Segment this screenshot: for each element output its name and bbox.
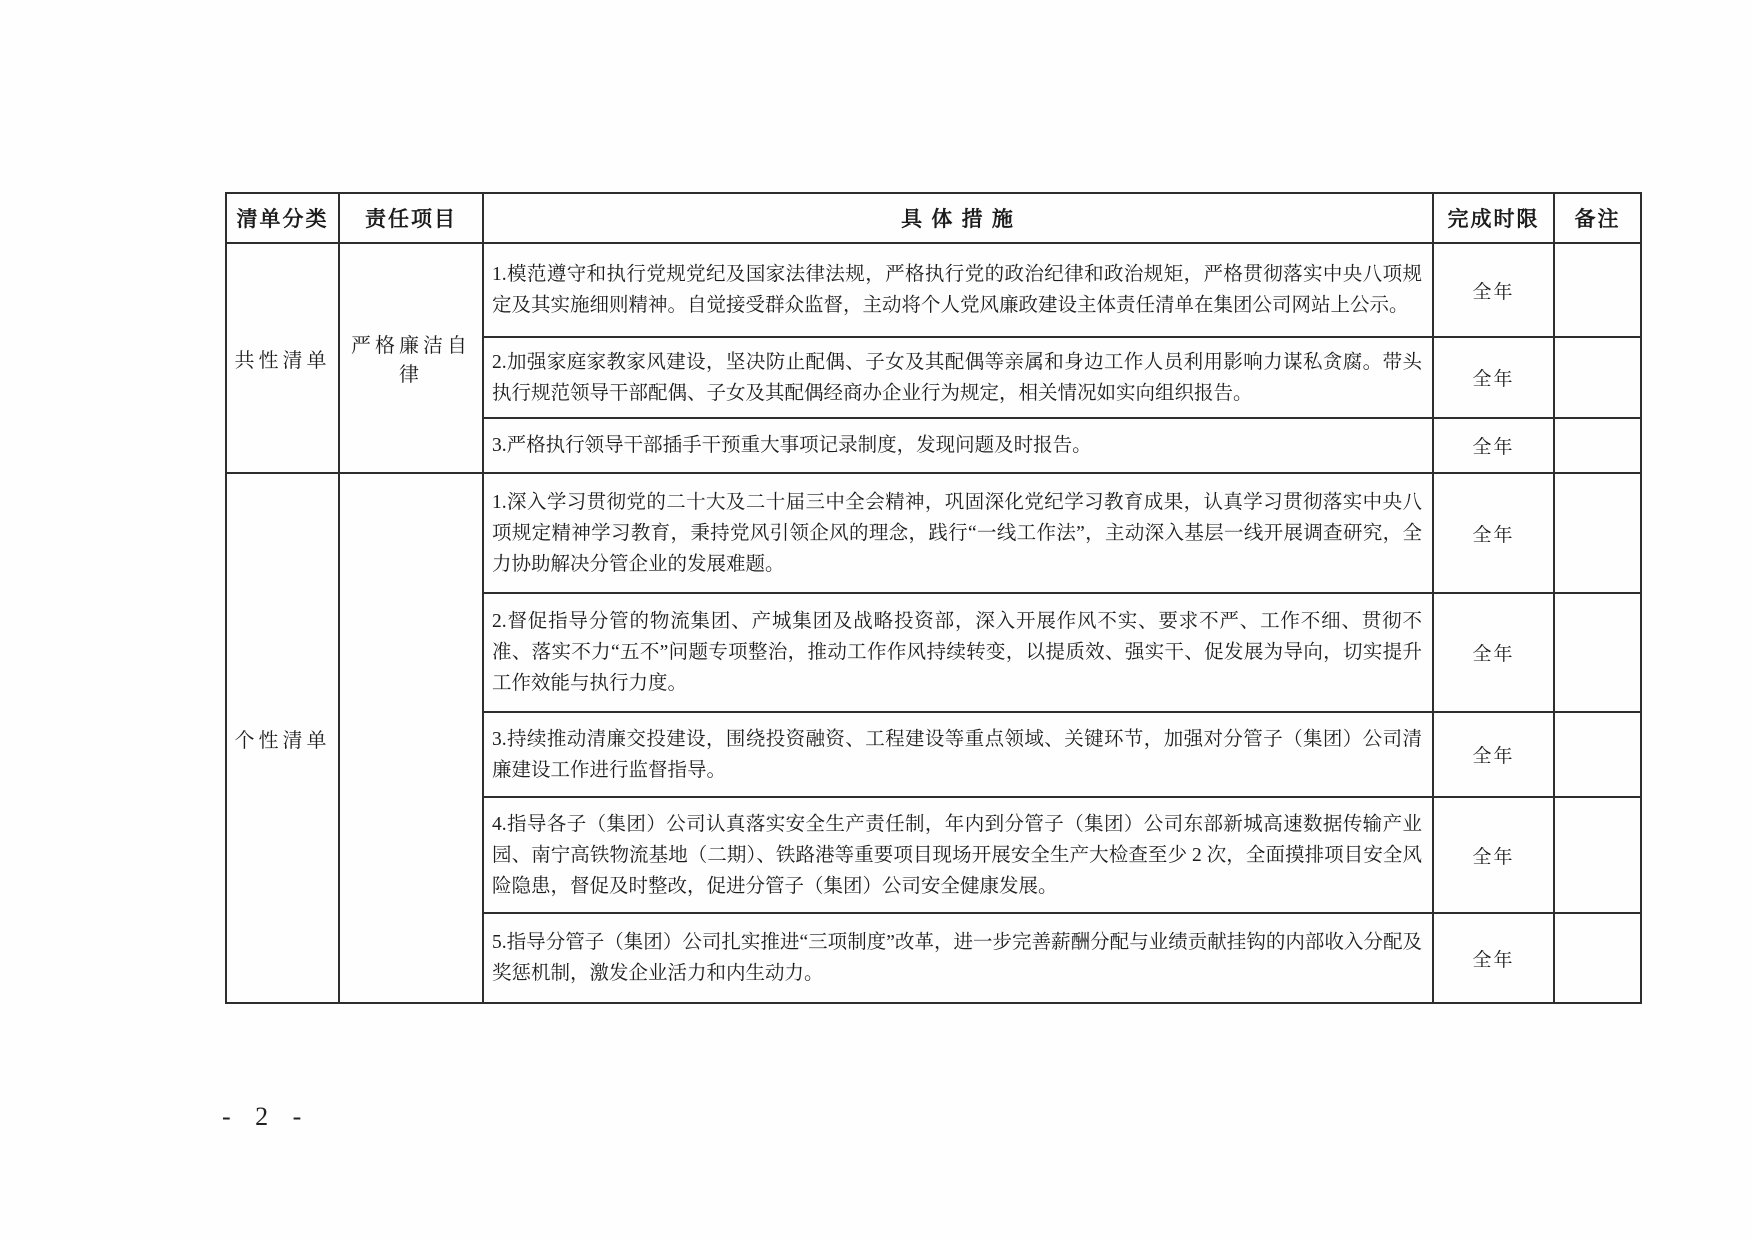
page-number: - 2 - [222, 1102, 304, 1131]
project-cell [339, 473, 483, 1003]
column-header: 具 体 措 施 [483, 193, 1433, 243]
measure-cell: 3.持续推动清廉交投建设，围绕投资融资、工程建设等重点领域、关键环节，加强对分管子（集团）公司清廉建设工作进行监督指导。 [483, 712, 1433, 797]
column-header: 备注 [1554, 193, 1641, 243]
project-cell: 严格廉洁自律 [339, 243, 483, 473]
category-cell: 共性清单 [226, 243, 339, 473]
remark-cell [1554, 913, 1641, 1003]
measure-cell: 1.深入学习贯彻党的二十大及二十届三中全会精神，巩固深化党纪学习教育成果，认真学习贯彻落实中央八项规定精神学习教育，秉持党风引领企风的理念，践行“一线工作法”，主动深入基层一线开展调查研究，全力协助解决分管企业的发展难题。 [483, 473, 1433, 593]
measure-cell: 5.指导分管子（集团）公司扎实推进“三项制度”改革，进一步完善薪酬分配与业绩贡献挂钩的内部收入分配及奖惩机制，激发企业活力和内生动力。 [483, 913, 1433, 1003]
column-header: 完成时限 [1433, 193, 1554, 243]
table-row [226, 473, 1641, 593]
remark-cell [1554, 712, 1641, 797]
table-body [226, 243, 1641, 1003]
remark-cell [1554, 473, 1641, 593]
deadline-cell: 全年 [1433, 473, 1554, 593]
deadline-cell: 全年 [1433, 337, 1554, 418]
measure-cell: 4.指导各子（集团）公司认真落实安全生产责任制，年内到分管子（集团）公司东部新城高速数据传输产业园、南宁高铁物流基地（二期）、铁路港等重要项目现场开展安全生产大检查至少 2 次，全面摸排项目安全风险隐患，督促及时整改，促进分管子（集团）公司安全健康发展。 [483, 797, 1433, 913]
deadline-cell: 全年 [1433, 418, 1554, 473]
deadline-cell: 全年 [1433, 797, 1554, 913]
category-cell: 个性清单 [226, 473, 339, 1003]
measure-cell: 1.模范遵守和执行党规党纪及国家法律法规，严格执行党的政治纪律和政治规矩，严格贯彻落实中央八项规定及其实施细则精神。自觉接受群众监督，主动将个人党风廉政建设主体责任清单在集团公司网站上公示。 [483, 243, 1433, 337]
column-header: 责任项目 [339, 193, 483, 243]
remark-cell [1554, 243, 1641, 337]
measure-cell: 3.严格执行领导干部插手干预重大事项记录制度，发现问题及时报告。 [483, 418, 1433, 473]
responsibility-list-table [225, 192, 1642, 1004]
measure-cell: 2.加强家庭家教家风建设，坚决防止配偶、子女及其配偶等亲属和身边工作人员利用影响力谋私贪腐。带头执行规范领导干部配偶、子女及其配偶经商办企业行为规定，相关情况如实向组织报告。 [483, 337, 1433, 418]
remark-cell [1554, 593, 1641, 712]
deadline-cell: 全年 [1433, 913, 1554, 1003]
remark-cell [1554, 337, 1641, 418]
deadline-cell: 全年 [1433, 593, 1554, 712]
table-row [226, 243, 1641, 337]
remark-cell [1554, 797, 1641, 913]
deadline-cell: 全年 [1433, 243, 1554, 337]
column-header: 清单分类 [226, 193, 339, 243]
remark-cell [1554, 418, 1641, 473]
measure-cell: 2.督促指导分管的物流集团、产城集团及战略投资部，深入开展作风不实、要求不严、工作不细、贯彻不准、落实不力“五不”问题专项整治，推动工作作风持续转变，以提质效、强实干、促发展为导向，切实提升工作效能与执行力度。 [483, 593, 1433, 712]
deadline-cell: 全年 [1433, 712, 1554, 797]
table-header-row [226, 193, 1641, 243]
